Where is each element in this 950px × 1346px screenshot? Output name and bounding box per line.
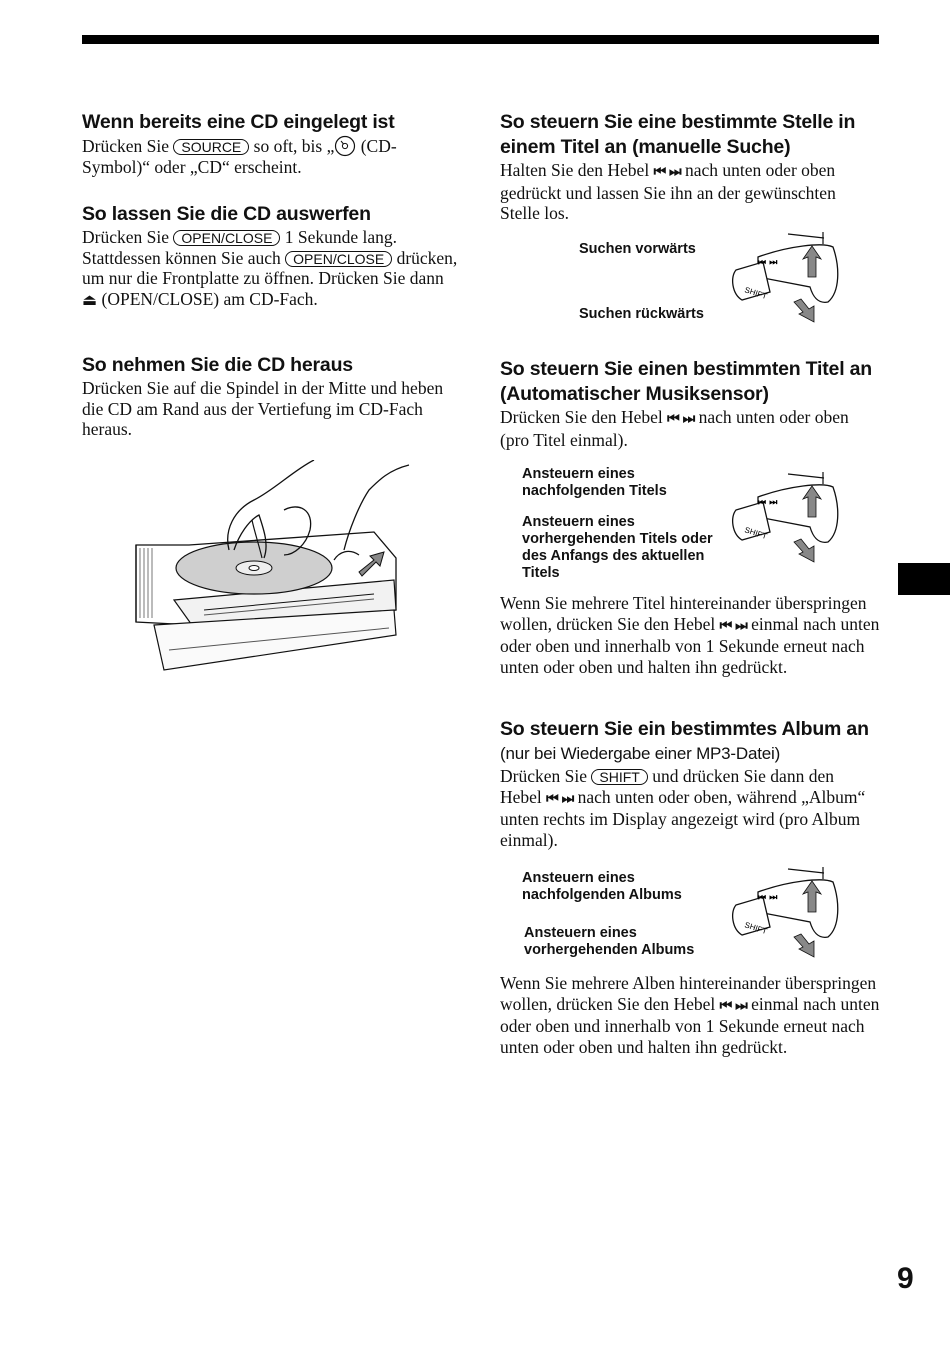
- section-auto-music-sensor: [500, 357, 880, 677]
- lever-diagram: [500, 464, 880, 592]
- text-fragment: Drücken Sie: [82, 136, 169, 156]
- section-manual-search: [500, 110, 880, 322]
- lever-diagram: [500, 232, 880, 342]
- text-fragment: Drücken Sie: [82, 227, 169, 247]
- track-skip-icon: ⏮ ⏭: [758, 258, 778, 268]
- track-skip-icon: ⏮ ⏭: [758, 893, 778, 903]
- open-close-key: OPEN/CLOSE: [173, 230, 280, 246]
- shift-label: SHIFT: [743, 920, 769, 937]
- section-text: [82, 227, 462, 310]
- text-fragment: einmal nach unten oder oben und innerhalb von 1 Sekunde erneut nach unten oder oben und halten ihn gedrückt.: [500, 613, 880, 677]
- section-subtitle: (nur bei Wiedergabe einer MP3-Datei): [500, 744, 781, 763]
- text-fragment: nach unten oder oben, während „Album“ unten rechts im Display angezeigt wird (pro Album einmal).: [500, 786, 866, 850]
- lever-illustration: [728, 867, 848, 967]
- section-text: [500, 593, 880, 677]
- section-text: [500, 973, 880, 1057]
- text-fragment: Wenn Sie mehrere Alben hintereinander überspringen wollen, drücken Sie den Hebel: [500, 973, 877, 1014]
- shift-key: SHIFT: [591, 769, 647, 785]
- label-previous-track: Ansteuern eines vorhergehenden Titels oder des Anfangs des aktuellen Titels: [522, 514, 713, 581]
- shift-label: SHIFT: [743, 285, 769, 302]
- eject-icon: ⏏: [82, 289, 98, 309]
- section-title: So nehmen Sie die CD heraus: [82, 354, 353, 376]
- label-search-backward: Suchen rückwärts: [579, 306, 704, 322]
- section-title: Wenn bereits eine CD eingelegt ist: [82, 111, 395, 133]
- section-title: So steuern Sie eine bestimmte Stelle in einem Titel an (manuelle Suche): [500, 111, 856, 158]
- text-fragment: und drücken Sie dann den Hebel: [500, 766, 834, 807]
- cd-removal-illustration: [134, 460, 414, 675]
- text-fragment: (OPEN/CLOSE) am CD-Fach.: [101, 288, 318, 309]
- text-fragment: drücken, um nur die Frontplatte zu öffnen. Drücken Sie dann: [82, 247, 458, 288]
- title-text: So steuern Sie ein bestimmtes Album an: [500, 718, 869, 740]
- lever-diagram: [500, 867, 880, 967]
- label-previous-album: Ansteuern eines vorhergehenden Albums: [524, 925, 695, 958]
- label-next-track: Ansteuern eines nachfolgenden Titels: [522, 466, 667, 499]
- shift-label: SHIFT: [743, 525, 769, 542]
- text-fragment: einmal nach unten oder oben und innerhalb von 1 Sekunde erneut nach unten oder oben und halten ihn gedrückt.: [500, 993, 880, 1057]
- top-rule: [82, 35, 879, 44]
- lever-illustration: [728, 472, 848, 572]
- text-fragment: so oft, bis „: [253, 136, 335, 156]
- text-fragment: nach unten oder oben gedrückt und lassen Sie ihn an der gewünschten Stelle los.: [500, 160, 836, 223]
- track-skip-icon: ⏮ ⏭: [546, 790, 574, 807]
- section-text: [82, 135, 462, 178]
- lever-illustration: [728, 232, 848, 332]
- section-album-select: [500, 717, 880, 1057]
- text-fragment: Drücken Sie: [500, 766, 587, 786]
- section-text: [500, 407, 880, 450]
- section-title: So steuern Sie einen bestimmten Titel an (Automatischer Musiksensor): [500, 358, 872, 405]
- text-fragment: Wenn Sie mehrere Titel hintereinander überspringen wollen, drücken Sie den Hebel: [500, 593, 867, 634]
- section-remove-cd: [82, 353, 462, 440]
- track-skip-icon: ⏮ ⏭: [719, 617, 747, 634]
- section-text: Drücken Sie auf die Spindel in der Mitte und heben die CD am Rand aus der Vertiefung im CD-Fach heraus.: [82, 378, 444, 439]
- chapter-tab-marker: [898, 563, 950, 595]
- text-fragment: 1 Sekunde lang. Stattdessen können Sie auch: [82, 227, 398, 268]
- track-skip-icon: ⏮ ⏭: [719, 997, 747, 1014]
- page-number: 9: [897, 1262, 914, 1295]
- section-title: So lassen Sie die CD auswerfen: [82, 203, 371, 225]
- label-next-album: Ansteuern eines nachfolgenden Albums: [522, 870, 682, 903]
- track-skip-icon: ⏮ ⏭: [758, 498, 778, 508]
- section-title: [500, 717, 880, 766]
- section-eject-cd: [82, 202, 462, 310]
- text-fragment: nach unten oder oben (pro Titel einmal).: [500, 407, 849, 450]
- cd-symbol-icon: [334, 135, 356, 157]
- text-fragment: (CD-Symbol)“ oder „CD“ erscheint.: [82, 136, 397, 177]
- text-fragment: Halten Sie den Hebel: [500, 160, 650, 180]
- section-text: [500, 766, 880, 850]
- label-search-forward: Suchen vorwärts: [579, 241, 696, 257]
- open-close-key: OPEN/CLOSE: [285, 251, 392, 267]
- track-skip-icon: ⏮ ⏭: [653, 164, 681, 180]
- source-key: SOURCE: [173, 139, 249, 155]
- text-fragment: Drücken Sie den Hebel: [500, 407, 663, 427]
- section-cd-inserted: [82, 110, 462, 178]
- section-text: [500, 160, 880, 224]
- track-skip-icon: ⏮ ⏭: [667, 411, 695, 427]
